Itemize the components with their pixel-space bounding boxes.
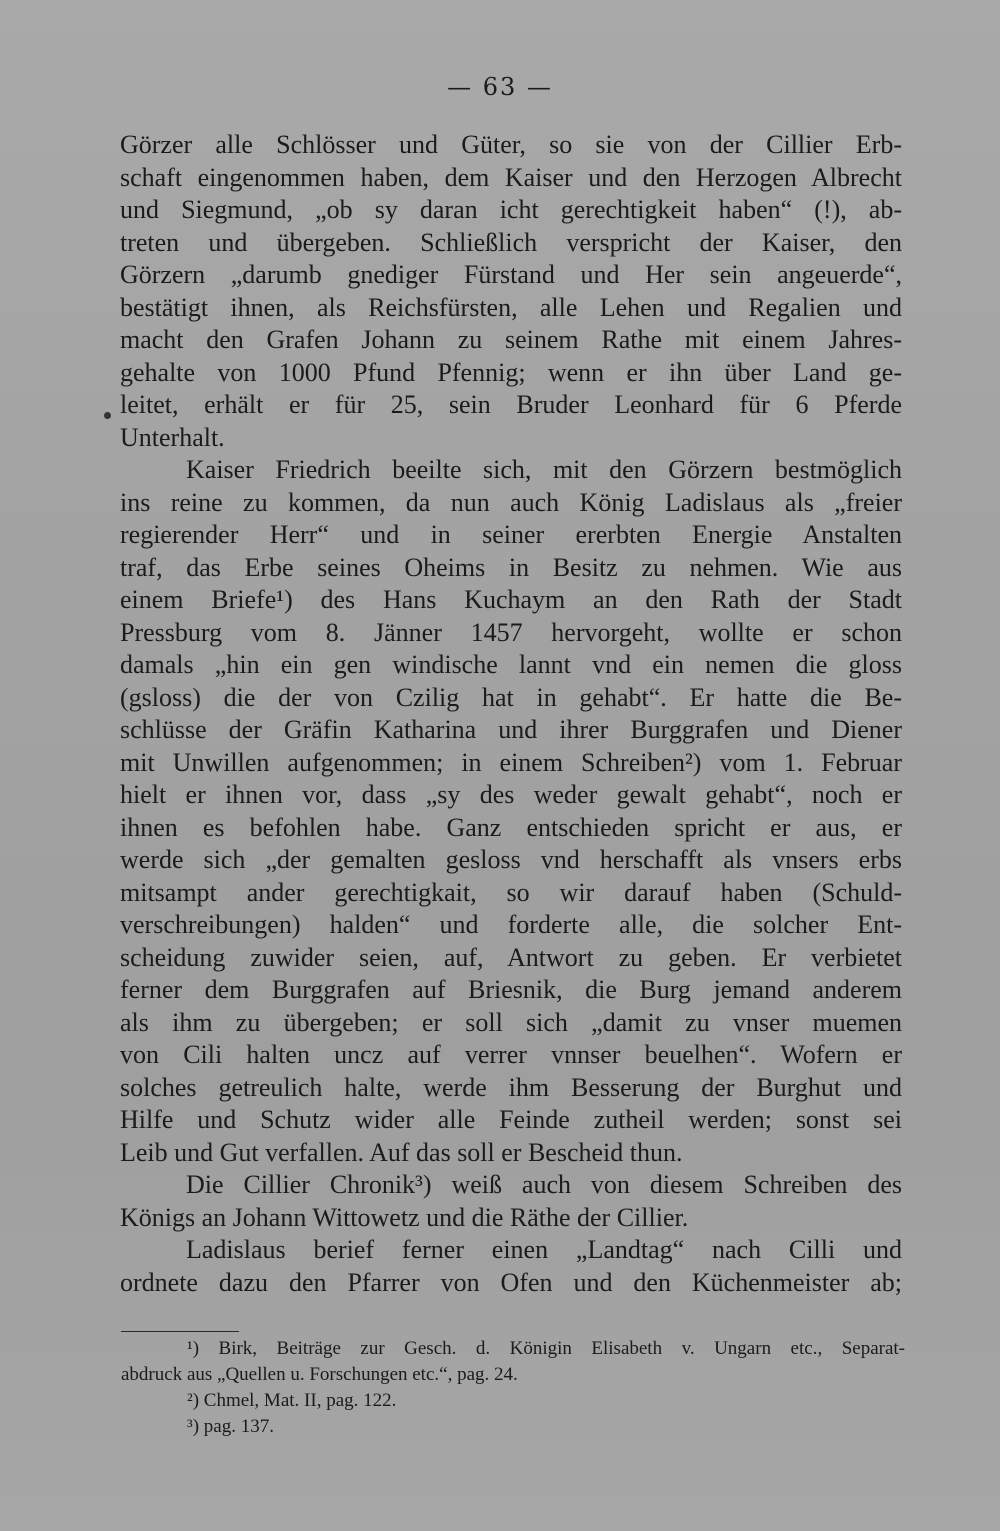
text-line: und Siegmund, „ob sy daran icht gerechtigkeit haben“ (!), ab- — [120, 195, 902, 224]
footnote-line: ³) pag. 137. — [187, 1416, 274, 1437]
text-line: von Cili halten uncz auf verrer vnnser beuelhen“. Wofern er — [120, 1040, 902, 1069]
text-line: ferner dem Burggrafen auf Briesnik, die Burg jemand anderem — [120, 975, 902, 1004]
text-line: ihnen es befohlen habe. Ganz entschieden spricht er aus, er — [120, 812, 902, 842]
text-line: Pressburg vom 8. Jänner 1457 hervorgeht, wollte er schon — [120, 617, 902, 647]
text-line: mitsampt ander gerechtigkait, so wir darauf haben (Schuld- — [120, 877, 902, 907]
text-line: ins reine zu kommen, da nun auch König Ladislaus als „freier — [120, 487, 902, 517]
text-line: gehalte von 1000 Pfund Pfennig; wenn er ihn über Land ge- — [120, 357, 902, 387]
text-line: (gsloss) die der von Czilig hat in gehabt“. Er hatte die Be- — [120, 682, 902, 712]
footnotes — [121, 1336, 905, 1440]
text-line: treten und übergeben. Schließlich verspricht der Kaiser, den — [120, 227, 902, 257]
text-line: traf, das Erbe seines Oheims in Besitz zu nehmen. Wie aus — [120, 552, 902, 582]
text-line: Görzer alle Schlösser und Güter, so sie von der Cillier Erb- — [120, 130, 902, 159]
text-line: Hilfe und Schutz wider alle Feinde zutheil werden; sonst sei — [120, 1105, 902, 1134]
text-line: Kaiser Friedrich beeilte sich, mit den Görzern bestmöglich — [186, 455, 902, 484]
text-line: mit Unwillen aufgenommen; in einem Schreiben²) vom 1. Februar — [120, 747, 902, 777]
footnote-line: ²) Chmel, Mat. II, pag. 122. — [187, 1390, 397, 1411]
text-line: Die Cillier Chronik³) weiß auch von diesem Schreiben des — [186, 1170, 902, 1199]
text-line: regierender Herr“ und in seiner ererbten Energie Anstalten — [120, 520, 902, 549]
page-number: — 63 — — [447, 73, 553, 101]
text-line: einem Briefe¹) des Hans Kuchaym an den Rath der Stadt — [120, 585, 902, 614]
text-line: Ladislaus berief ferner einen „Landtag“ nach Cilli und — [186, 1235, 902, 1264]
text-line: ordnete dazu den Pfarrer von Ofen und den Küchenmeister ab; — [120, 1267, 902, 1297]
footnote-line: ¹) Birk, Beiträge zur Gesch. d. Königin Elisabeth v. Ungarn etc., Separat- — [187, 1338, 905, 1359]
margin-mark — [104, 412, 111, 419]
text-line: Leib und Gut verfallen. Auf das soll er Bescheid thun. — [120, 1137, 683, 1167]
text-line: verschreibungen) halden“ und forderte alle, die solcher Ent- — [120, 910, 902, 939]
text-line: schaft eingenommen haben, dem Kaiser und den Herzogen Albrecht — [120, 162, 902, 192]
text-line: leitet, erhält er für 25, sein Bruder Leonhard für 6 Pferde — [120, 390, 902, 419]
text-line: scheidung zuwider seien, auf, Antwort zu geben. Er verbietet — [120, 942, 902, 972]
body-text — [120, 129, 902, 1299]
text-line: Königs an Johann Wittowetz und die Räthe der Cillier. — [120, 1202, 689, 1232]
text-line: werde sich „der gemalten gesloss vnd herschafft als vnsers erbs — [120, 845, 902, 874]
text-line: solches getreulich halte, werde ihm Besserung der Burghut und — [120, 1072, 902, 1102]
footnote-divider — [121, 1331, 239, 1332]
text-line: als ihm zu übergeben; er soll sich „damit zu vnser muemen — [120, 1007, 902, 1037]
text-line: schlüsse der Gräfin Katharina und ihrer Burggrafen und Diener — [120, 715, 902, 744]
text-line: Görzern „darumb gnediger Fürstand und Her sein angeuerde“, — [120, 260, 902, 289]
text-line: Unterhalt. — [120, 422, 225, 452]
text-line: bestätigt ihnen, als Reichsfürsten, alle Lehen und Regalien und — [120, 292, 902, 322]
text-line: hielt er ihnen vor, dass „sy des weder gewalt gehabt“, noch er — [120, 780, 902, 809]
text-line: macht den Grafen Johann zu seinem Rathe mit einem Jahres- — [120, 325, 902, 354]
footnote-line: abdruck aus „Quellen u. Forschungen etc.“, pag. 24. — [121, 1364, 518, 1385]
text-line: damals „hin ein gen windische lannt vnd ein nemen die gloss — [120, 650, 902, 679]
